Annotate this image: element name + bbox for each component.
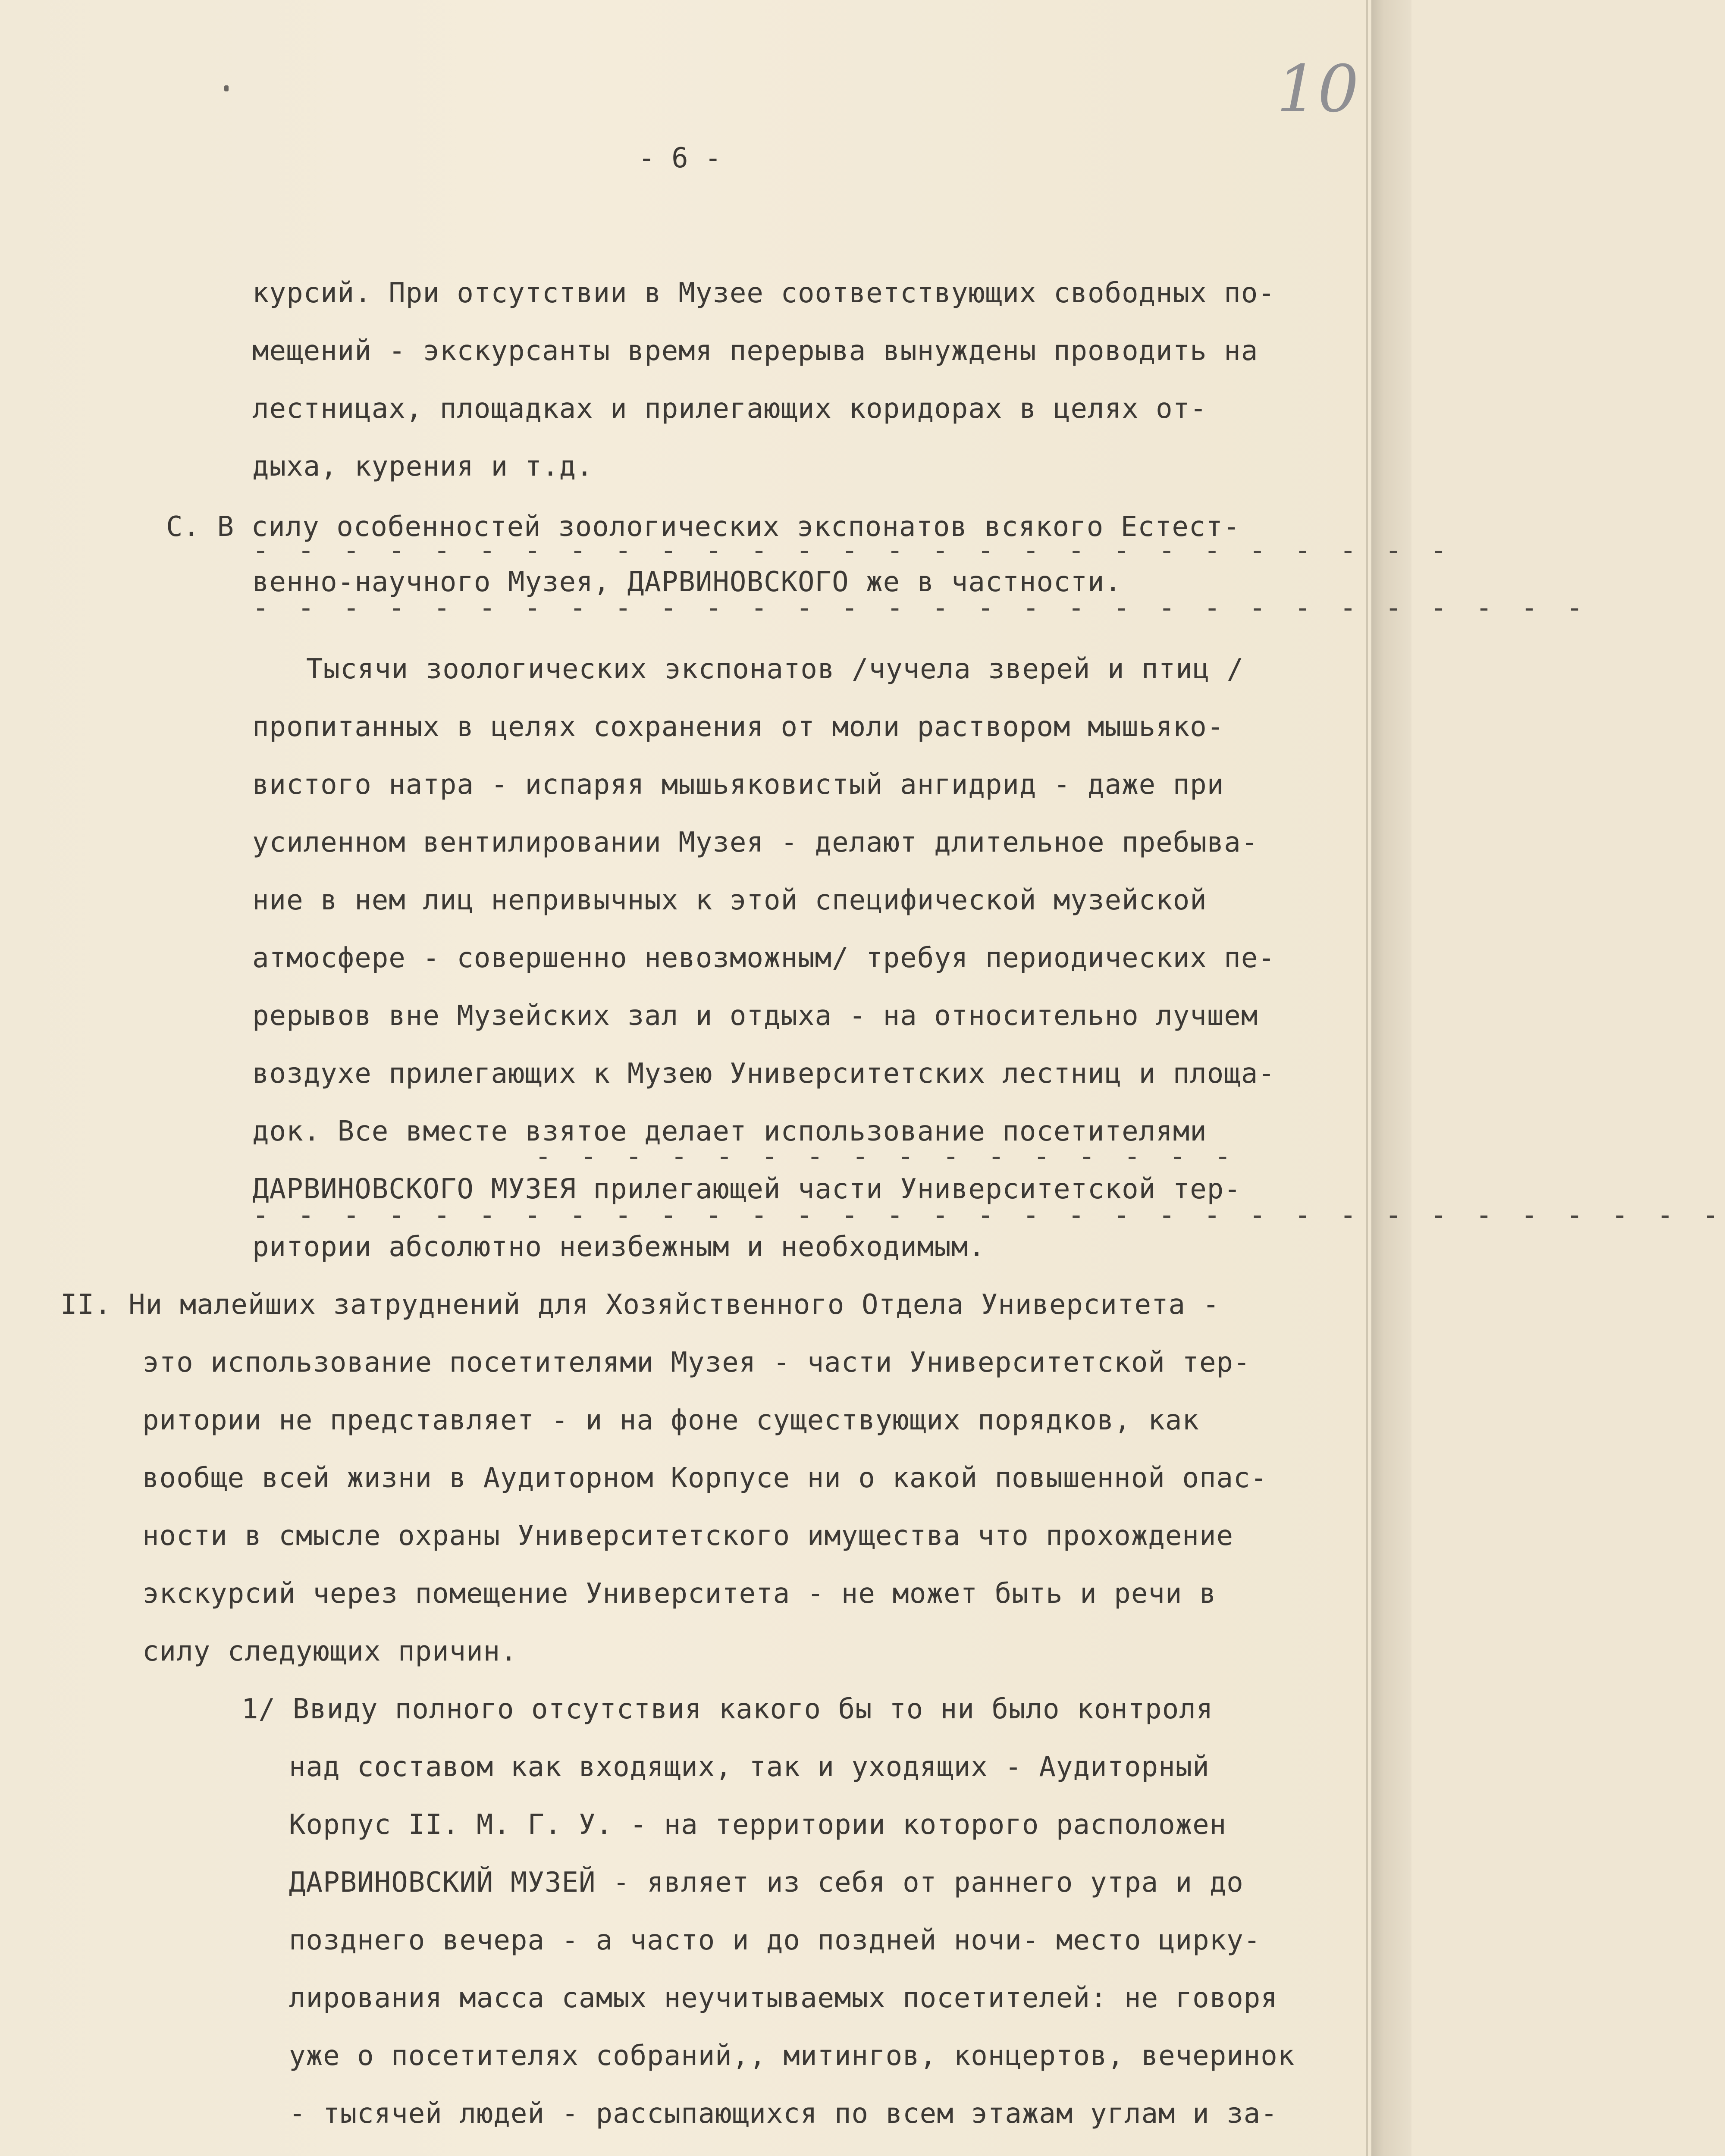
text-line: пропитанных в целях сохранения от моли раствором мышьяко- xyxy=(252,711,1224,743)
underline-dashes: - - - - - - - - - - - - - - - - xyxy=(535,1141,1237,1172)
text-line: экскурсий через помещение Университета - не может быть и речи в xyxy=(142,1578,1217,1610)
text-line: силу следующих причин. xyxy=(142,1636,518,1667)
text-line: вообще всей жизни в Аудиторном Корпусе ни о какой повышенной опас- xyxy=(142,1462,1268,1494)
list-item-line: уже о посетителях собраний,, митингов, концертов, вечеринок xyxy=(289,2040,1295,2072)
underline-dashes: - - - - - - - - - - - - - - - - - - - - - - - - - - - xyxy=(252,535,1453,567)
section-heading: II. Ни малейших затруднений для Хозяйственного Отдела Университета - xyxy=(60,1289,1220,1321)
text-line: это использование посетителями Музея - части Университетской тер- xyxy=(142,1347,1251,1379)
page-fold xyxy=(1366,0,1368,2156)
list-item-line: ДАРВИНОВСКИЙ МУЗЕЙ - являет из себя от раннего утра и до xyxy=(289,1867,1244,1899)
list-item-line: над составом как входящих, так и уходящих - Аудиторный xyxy=(289,1751,1210,1783)
page-number: - 6 - xyxy=(638,142,721,174)
section-heading: венно-научного Музея, ДАРВИНОВСКОГО же в частности. xyxy=(252,566,1122,598)
list-item-line: Корпус II. М. Г. У. - на территории которого расположен xyxy=(289,1809,1227,1841)
text-line: ритории абсолютно неизбежным и необходимым. xyxy=(252,1231,985,1263)
text-line: док. Все вместе взятое делает использование посетителями xyxy=(252,1116,1207,1147)
text-line: ние в нем лиц непривычных к этой специфической музейской xyxy=(252,884,1207,916)
underline-dashes: - - - - - - - - - - - - - - - - - - - - - - - - - - - - - - - - - xyxy=(252,1199,1725,1231)
list-item-line: 1/ Ввиду полного отсутствия какого бы то ни было контроля xyxy=(242,1693,1214,1725)
section-heading: С. В силу особенностей зоологических экспонатов всякого Естест- xyxy=(166,511,1240,543)
text-line: атмосфере - совершенно невозможным/ требуя периодических пе- xyxy=(252,942,1275,974)
text-line: рерывов вне Музейских зал и отдыха - на относительно лучшем xyxy=(252,1000,1258,1032)
text-line: вистого натра - испаряя мышьяковистый ангидрид - даже при xyxy=(252,769,1224,801)
text-line: мещений - экскурсанты время перерыва вынуждены проводить на xyxy=(252,335,1258,367)
text-line: курсий. При отсутствии в Музее соответствующих свободных по- xyxy=(252,277,1275,309)
underline-dashes: - - - - - - - - - - - - - - - - - - - - - - - - - - - - - - xyxy=(252,592,1589,624)
list-item-line: лирования масса самых неучитываемых посетителей: не говоря xyxy=(289,1982,1278,2014)
list-item-line: позднего вечера - а часто и до поздней ночи- место цирку- xyxy=(289,1924,1261,1956)
text-line: ритории не представляет - и на фоне существующих порядков, как xyxy=(142,1404,1199,1436)
text-line: ДАРВИНОВСКОГО МУЗЕЯ прилегающей части Университетской тер- xyxy=(252,1173,1241,1205)
text-line: воздухе прилегающих к Музею Университетских лестниц и площа- xyxy=(252,1058,1275,1090)
ink-speck xyxy=(224,85,229,91)
text-line: лестницах, площадках и прилегающих коридорах в целях от- xyxy=(252,393,1207,425)
handwritten-folio-number: 10 xyxy=(1276,52,1359,127)
text-line: усиленном вентилировании Музея - делают длительное пребыва- xyxy=(252,827,1258,859)
list-item-line: - тысячей людей - рассыпающихся по всем этажам углам и за- xyxy=(289,2098,1278,2130)
text-line: Тысячи зоологических экспонатов /чучела зверей и птиц / xyxy=(306,653,1244,685)
stacked-page-edge xyxy=(1371,0,1411,2156)
text-line: дыха, курения и т.д. xyxy=(252,451,593,483)
text-line: ности в смысле охраны Университетского имущества что прохождение xyxy=(142,1520,1233,1552)
